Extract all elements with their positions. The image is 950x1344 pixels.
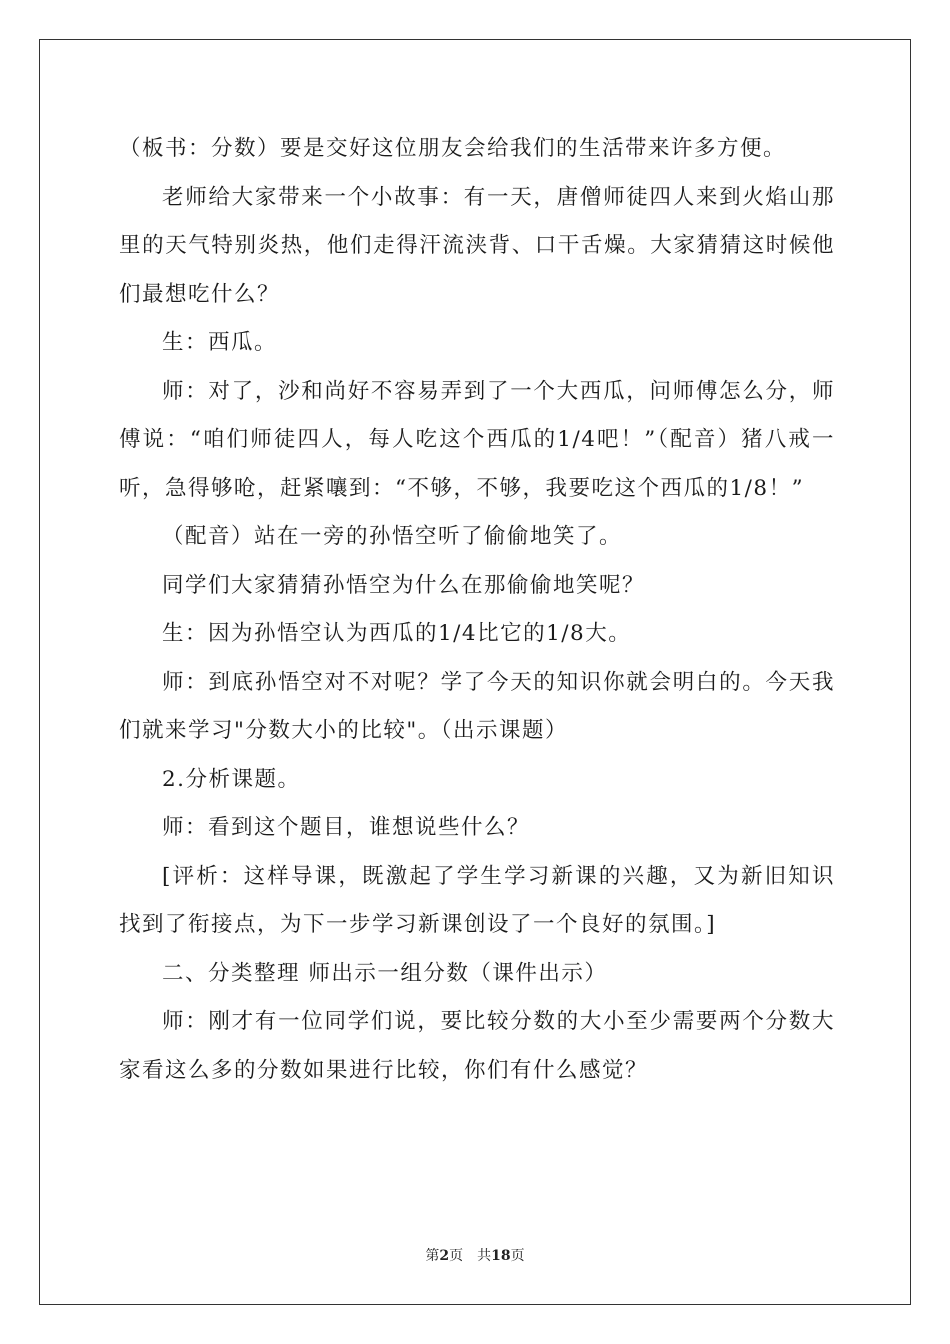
document-body	[119, 125, 835, 1095]
page-prefix: 第	[425, 1248, 440, 1264]
paragraph: 生：西瓜。	[162, 330, 278, 355]
paragraph: 同学们大家猜猜孙悟空为什么在那偷偷地笑呢？	[162, 572, 646, 598]
paragraph: （板书：分数）要是交好这位朋友会给我们的生活带来许多方便。	[119, 136, 787, 161]
paragraph: 2.分析课题。	[162, 766, 301, 792]
paragraph: 师：到底孙悟空对不对呢？学了今天的知识你就会明白的。今天我们就来学习"分数大小的比较"。（出示课题）	[119, 669, 835, 743]
paragraph: 师：看到这个题目，谁想说些什么？	[162, 815, 531, 840]
paragraph: 师：对了，沙和尚好不容易弄到了一个大西瓜，问师傅怎么分，师傅说：“咱们师徒四人，每人吃这个西瓜的1/4吧！”（配音）猪八戒一听，急得够呛，赶紧嚷到：“不够，不够，我要吃这个西瓜的1/8！”	[119, 378, 835, 501]
total-pages: 18	[491, 1248, 511, 1264]
paragraph: 老师给大家带来一个小故事：有一天，唐僧师徒四人来到火焰山那里的天气特别炎热，他们走得汗流浃背、口干舌燥。大家猜猜这时候他们最想吃什么？	[119, 184, 835, 307]
paragraph: [评析：这样导课，既激起了学生学习新课的兴趣，又为新旧知识找到了衔接点，为下一步学习新课创设了一个良好的氛围。]	[119, 863, 835, 937]
paragraph: 师：刚才有一位同学们说，要比较分数的大小至少需要两个分数大家看这么多的分数如果进行比较，你们有什么感觉？	[119, 1009, 835, 1083]
paragraph: （配音）站在一旁的孙悟空听了偷偷地笑了。	[162, 524, 623, 549]
total-prefix: 共	[477, 1248, 492, 1264]
paragraph: 生：因为孙悟空认为西瓜的1/4比它的1/8大。	[162, 621, 632, 646]
paragraph: 二、分类整理 师出示一组分数（课件出示）	[162, 960, 608, 986]
total-suffix: 页	[510, 1248, 525, 1264]
page-footer	[0, 1246, 950, 1266]
page-number: 2	[439, 1248, 450, 1264]
page-suffix: 页	[449, 1248, 464, 1264]
